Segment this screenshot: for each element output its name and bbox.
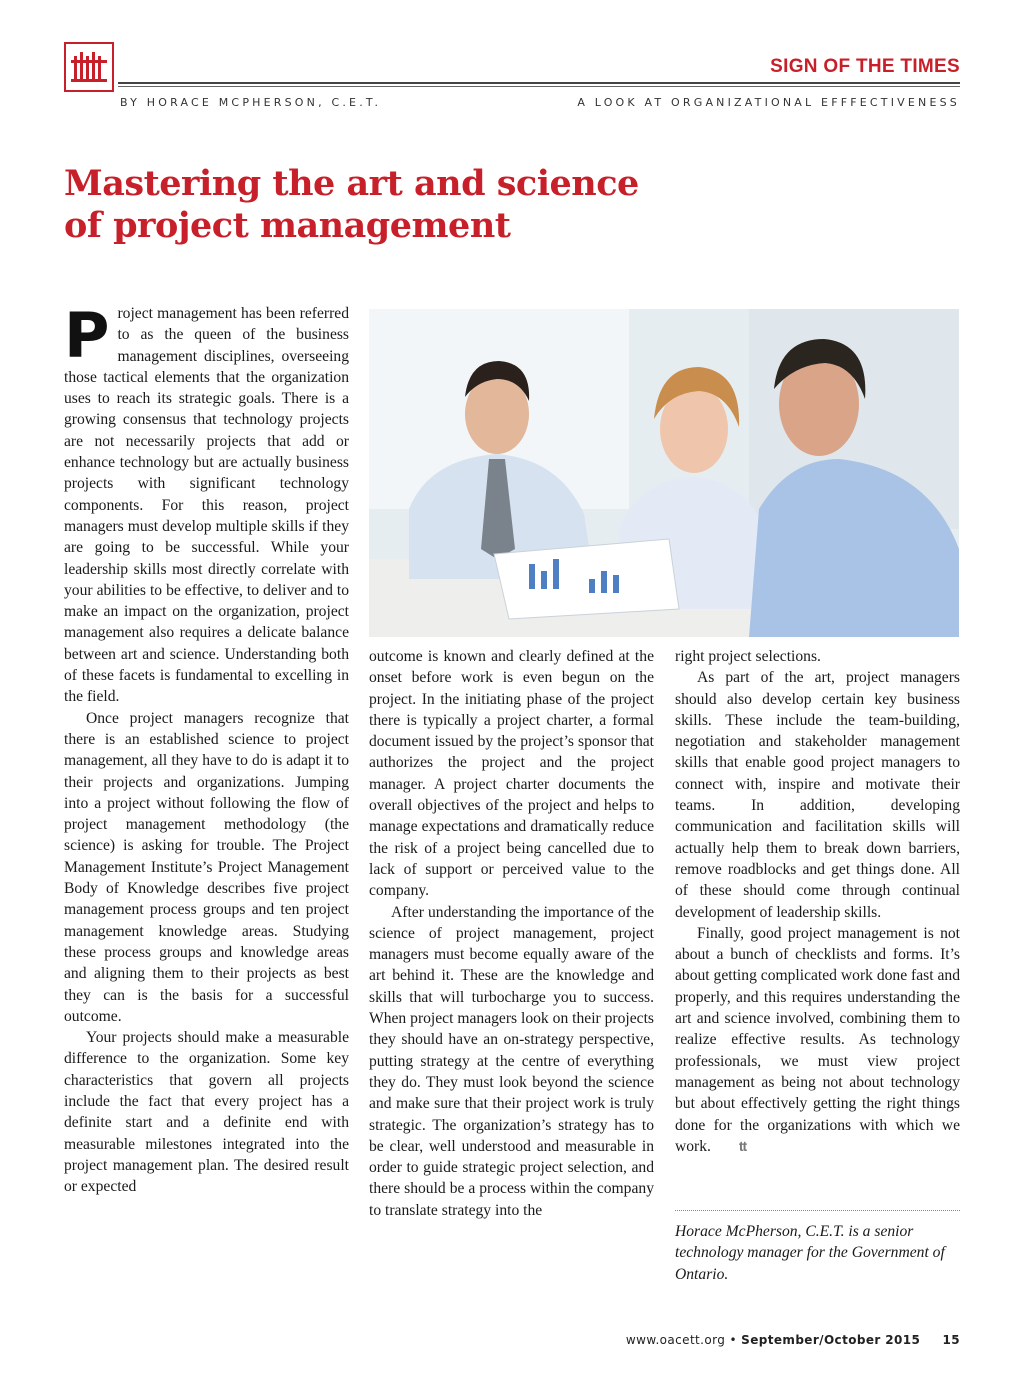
paragraph-text: Finally, good project management is not about a bunch of checklists and forms. It’s about getting complicated work done fast and properly, and this requires understanding the art and science involved, combining them to realize effective results. As technology professionals, we must view project management as being not about technology but about effectively getting the right things done for the organizations with which we work. [675,924,960,1155]
meeting-photo [369,309,959,637]
section-name: SIGN OF THE TIMES [770,56,960,77]
column-2 [369,646,654,1221]
article-title: Mastering the art and science of project management [64,163,639,246]
paragraph: As part of the art, project managers should also develop certain key business skills. These include the team-building, negotiation and stakeholder management skills that enable good project managers to connect with, inspire and motivate their teams. In addition, developing communication and facilitation skills will actually help them to break down barriers, remove roadblocks and get things done. All of these should come through continual development of leadership skills. [675,669,960,921]
paragraph-text: roject management has been referred to as the queen of the business management disciplines, overseeing those tactical elements that the organization uses to reach its strategic goals. There is a growing consensus that technology projects are not necessarily projects that add or enhance technology but are actually business projects with significant technology components. For this reason, project managers must develop multiple skills if they are going to be successful. While your leadership skills most directly correlate with your abilities to be effective, to deliver and to make an impact on the organization, project management also requires a delicate balance between art and science. Understanding both of these facets is fundamental to excelling in the field. [64,305,349,706]
footer-url: www.oacett.org [625,1333,726,1347]
page-number: 15 [942,1333,960,1347]
paragraph [675,923,960,1157]
paragraph: right project selections. [675,648,821,665]
tt-logo-icon [64,42,114,92]
author-bio: Horace McPherson, C.E.T. is a senior technology manager for the Government of Ontario. [675,1223,945,1283]
drop-cap: P [64,299,110,372]
footer-separator: • [729,1333,737,1347]
header-rule [118,82,960,84]
tagline: A LOOK AT ORGANIZATIONAL EFFFECTIVENESS [577,96,960,109]
issue-date: September/October 2015 [741,1333,921,1347]
paragraph: Your projects should make a measurable difference to the organization. Some key characteristics that govern all projects include the fact that every project has a definite start and a definite end with measurable milestones integrated into the project management plan. The desired result or expected [64,1029,349,1196]
column-3 [675,646,960,1157]
bio-divider [675,1210,960,1211]
paragraph [64,299,349,708]
paragraph: outcome is known and clearly defined at the onset before work is even begun on the project. In the initiating phase of the project there is typically a project charter, a formal document issued by the project’s sponsor that authorizes the project and the project manager. A project charter documents the overall objectives of the project and helps to manage expectations and dramatically reduce the risk of a project being cancelled due to lack of support or perceived value to the company. [369,648,654,900]
column-1 [64,299,349,1197]
page-footer [626,1333,960,1347]
header-rule-thin [118,86,960,87]
paragraph: After understanding the importance of the science of project management, project managers must become equally aware of the art behind it. These are the knowledge and skills that will turbocharge you to success. When project managers look on their projects they should have an on-strategy perspective, putting strategy at the centre of everything they do. They must look beyond the science and make sure that their project work is truly strategic. The organization’s strategy has to be clear, well understood and measurable in order to guide strategic project selection, and there should be a process within the company to translate strategy into the [369,903,654,1219]
end-mark-icon: tt [738,1137,747,1154]
paragraph: Once project managers recognize that there is an established science to project management, all they have to do is adapt it to their projects and organizations. Jumping into a project without following the flow of project management methodology (the science) is asking for trouble. The Project Management Institute’s Project Management Body of Knowledge describes five project management process groups and ten project management knowledge areas. Studying these process groups and knowledge areas and aligning them to their projects as best they can is the basis for a successful outcome. [64,709,349,1025]
byline: BY HORACE MCPHERSON, C.E.T. [120,96,382,109]
